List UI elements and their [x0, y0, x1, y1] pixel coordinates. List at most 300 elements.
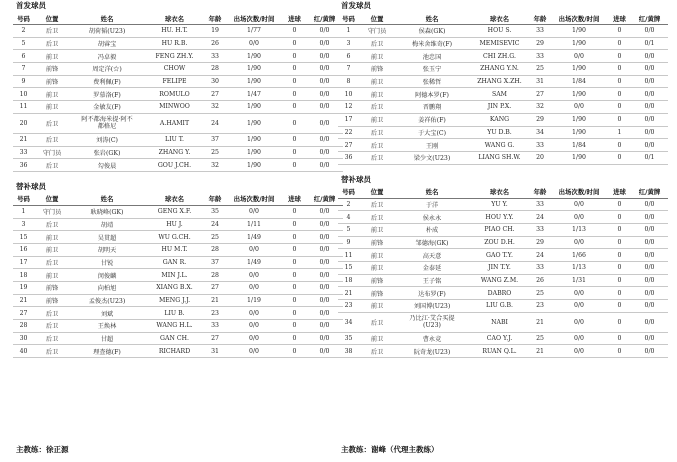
cell-apps-minutes: 1/47	[225, 88, 283, 101]
cell-age: 27	[205, 332, 225, 345]
cell-goals: 0	[608, 75, 631, 88]
cell-goals: 0	[283, 231, 306, 244]
cell-name: 梁少文(U23)	[395, 151, 469, 164]
cell-position: 后卫	[34, 133, 70, 146]
cell-shirt-name: WU G.CH.	[144, 231, 205, 244]
cell-goals: 0	[283, 63, 306, 76]
cell-position: 后卫	[34, 37, 70, 50]
header-cards: 红/黄牌	[631, 12, 668, 25]
cell-goals: 0	[283, 88, 306, 101]
team-a-coach: 主教练：徐正源	[16, 445, 69, 454]
cell-shirt-name: HU M.T.	[144, 243, 205, 256]
cell-number: 7	[338, 63, 359, 76]
cell-age: 37	[205, 133, 225, 146]
cell-goals: 0	[608, 211, 631, 224]
cell-name: 勾俊晨	[70, 159, 144, 172]
cell-cards: 0/0	[631, 312, 668, 332]
cell-cards: 0/0	[631, 249, 668, 262]
cell-goals: 0	[608, 332, 631, 345]
cell-goals: 0	[608, 50, 631, 63]
cell-position: 后卫	[34, 256, 70, 269]
cell-name: 甘锐	[70, 256, 144, 269]
cell-position: 前卫	[359, 113, 395, 126]
cell-goals: 0	[608, 101, 631, 114]
cell-name: 达布罗(F)	[395, 287, 469, 300]
header-shirt-name: 球衣名	[144, 193, 205, 206]
cell-name: 张玉宁	[395, 63, 469, 76]
cell-cards: 0/0	[631, 198, 668, 211]
cell-shirt-name: HOU Y.Y.	[469, 211, 530, 224]
header-name: 姓名	[395, 12, 469, 25]
table-row	[13, 332, 343, 345]
cell-position: 前卫	[359, 332, 395, 345]
cell-name: 于洋	[395, 198, 469, 211]
cell-position: 守门员	[359, 25, 395, 38]
cell-age: 33	[530, 25, 550, 38]
header-cards: 红/黄牌	[306, 12, 343, 25]
cell-apps-minutes: 1/90	[550, 126, 608, 139]
cell-goals: 0	[283, 218, 306, 231]
cell-shirt-name: WANG Z.M.	[469, 274, 530, 287]
table-row	[338, 151, 668, 164]
cell-goals: 0	[608, 262, 631, 275]
cell-goals: 0	[608, 63, 631, 76]
cell-cards: 0/0	[631, 236, 668, 249]
cell-name: 理查德(F)	[70, 345, 144, 358]
cell-shirt-name: HU J.	[144, 218, 205, 231]
cell-age: 21	[530, 312, 550, 332]
cell-shirt-name: ZHANG Y.N.	[469, 63, 530, 76]
cell-number: 18	[13, 269, 34, 282]
cell-age: 29	[530, 37, 550, 50]
cell-goals: 0	[608, 312, 631, 332]
cell-position: 前卫	[359, 50, 395, 63]
cell-goals: 0	[283, 307, 306, 320]
cell-age: 29	[530, 113, 550, 126]
cell-apps-minutes: 0/0	[225, 243, 283, 256]
cell-name: 胡荷韬(U23)	[70, 25, 144, 38]
cell-goals: 0	[283, 256, 306, 269]
cell-position: 前卫	[359, 223, 395, 236]
cell-cards: 0/0	[631, 25, 668, 38]
cell-cards: 0/0	[306, 282, 343, 295]
cell-shirt-name: ROMULO	[144, 88, 205, 101]
cell-goals: 0	[608, 345, 631, 358]
table-row	[13, 25, 343, 38]
cell-age: 21	[205, 294, 225, 307]
cell-goals: 0	[283, 243, 306, 256]
cell-age: 24	[530, 211, 550, 224]
cell-number: 17	[338, 113, 359, 126]
cell-name: 闵俊麟	[70, 269, 144, 282]
cell-apps-minutes: 1/90	[550, 151, 608, 164]
team-b-subs-table	[338, 186, 668, 359]
cell-name: 侯永永	[395, 211, 469, 224]
table-row	[338, 37, 668, 50]
cell-shirt-name: KANG	[469, 113, 530, 126]
cell-age: 25	[530, 63, 550, 76]
table-row	[338, 345, 668, 358]
cell-number: 20	[13, 113, 34, 133]
cell-number: 1	[338, 25, 359, 38]
cell-position: 后卫	[359, 101, 395, 114]
player-name: 乃比江·艾合买提(U23)	[409, 314, 455, 330]
cell-goals: 0	[283, 345, 306, 358]
table-row	[338, 332, 668, 345]
cell-number: 5	[13, 37, 34, 50]
cell-shirt-name: RUAN Q.L.	[469, 345, 530, 358]
cell-name: 侯森(GK)	[395, 25, 469, 38]
header-age: 年龄	[205, 12, 225, 25]
cell-age: 32	[530, 101, 550, 114]
cell-cards: 0/0	[306, 205, 343, 218]
cell-apps-minutes: 0/0	[550, 101, 608, 114]
cell-name: 姜祥佑(F)	[395, 113, 469, 126]
cell-name: 刘斌	[70, 307, 144, 320]
table-row	[338, 262, 668, 275]
cell-position: 后卫	[34, 159, 70, 172]
cell-cards: 0/0	[306, 146, 343, 159]
header-row	[13, 193, 343, 206]
table-row	[13, 294, 343, 307]
header-shirt-name: 球衣名	[469, 186, 530, 199]
cell-shirt-name: MINWOO	[144, 101, 205, 114]
cell-apps-minutes: 0/0	[225, 332, 283, 345]
cell-cards: 0/0	[306, 63, 343, 76]
cell-number: 35	[338, 332, 359, 345]
cell-apps-minutes: 1/90	[225, 133, 283, 146]
header-number: 号码	[338, 12, 359, 25]
cell-age: 32	[205, 101, 225, 114]
cell-position: 后卫	[359, 312, 395, 332]
cell-goals: 0	[608, 300, 631, 313]
cell-name: 梅米舍维奇(F)	[395, 37, 469, 50]
cell-apps-minutes: 0/0	[550, 332, 608, 345]
cell-shirt-name: LIANG SH.W.	[469, 151, 530, 164]
cell-name: 金敏友(F)	[70, 101, 144, 114]
cell-number: 6	[338, 50, 359, 63]
cell-number: 15	[13, 231, 34, 244]
cell-age: 28	[205, 269, 225, 282]
table-row	[338, 25, 668, 38]
cell-apps-minutes: 0/0	[225, 345, 283, 358]
cell-name: 曹永竞	[395, 332, 469, 345]
cell-cards: 0/0	[306, 75, 343, 88]
cell-apps-minutes: 1/11	[225, 218, 283, 231]
table-row	[338, 249, 668, 262]
cell-name: 胡睿宝	[70, 37, 144, 50]
cell-cards: 0/0	[631, 274, 668, 287]
cell-goals: 0	[283, 146, 306, 159]
cell-shirt-name: CHI ZH.G.	[469, 50, 530, 63]
cell-position: 后卫	[34, 320, 70, 333]
cell-age: 29	[530, 236, 550, 249]
cell-cards: 0/0	[631, 101, 668, 114]
cell-apps-minutes: 0/0	[225, 269, 283, 282]
cell-apps-minutes: 0/0	[550, 198, 608, 211]
cell-shirt-name: ZOU D.H.	[469, 236, 530, 249]
header-apps-minutes: 出场次数/时间	[225, 193, 283, 206]
table-row	[338, 287, 668, 300]
header-age: 年龄	[530, 186, 550, 199]
table-row	[13, 256, 343, 269]
cell-apps-minutes: 1/84	[550, 75, 608, 88]
cell-age: 23	[205, 307, 225, 320]
cell-age: 32	[205, 159, 225, 172]
header-row	[338, 186, 668, 199]
cell-shirt-name: RICHARD	[144, 345, 205, 358]
cell-goals: 0	[283, 50, 306, 63]
starters-title: 首发球员	[341, 1, 371, 10]
cell-name: 张岩(GK)	[70, 146, 144, 159]
table-row	[13, 37, 343, 50]
cell-position: 前卫	[359, 88, 395, 101]
table-row	[13, 282, 343, 295]
cell-number: 21	[338, 287, 359, 300]
cell-cards: 0/0	[631, 126, 668, 139]
subs-title: 替补球员	[16, 181, 46, 191]
cell-age: 31	[530, 75, 550, 88]
table-row	[13, 50, 343, 63]
cell-number: 11	[338, 249, 359, 262]
cell-name: 耿晓峰(GK)	[70, 205, 144, 218]
header-apps-minutes: 出场次数/时间	[225, 12, 283, 25]
cell-cards: 0/0	[306, 294, 343, 307]
table-row	[338, 198, 668, 211]
cell-goals: 0	[608, 139, 631, 152]
cell-name: 张稀哲	[395, 75, 469, 88]
cell-shirt-name: CHOW	[144, 63, 205, 76]
cell-age: 30	[205, 75, 225, 88]
header-name: 姓名	[395, 186, 469, 199]
cell-age: 27	[530, 88, 550, 101]
cell-position: 后卫	[359, 198, 395, 211]
cell-position: 前卫	[359, 75, 395, 88]
header-number: 号码	[338, 186, 359, 199]
cell-number: 17	[13, 256, 34, 269]
cell-name: 费利佩(F)	[70, 75, 144, 88]
cell-goals: 1	[608, 126, 631, 139]
cell-cards: 0/0	[631, 113, 668, 126]
cell-number: 27	[13, 307, 34, 320]
cell-shirt-name: LIU B.	[144, 307, 205, 320]
team-b-panel	[338, 0, 668, 358]
header-age: 年龄	[205, 193, 225, 206]
cell-position: 前卫	[34, 50, 70, 63]
cell-shirt-name: GENG X.F.	[144, 205, 205, 218]
cell-apps-minutes: 1/90	[225, 75, 283, 88]
cell-age: 33	[530, 223, 550, 236]
cell-shirt-name: YU Y.	[469, 198, 530, 211]
header-row	[13, 12, 343, 25]
cell-shirt-name: XIANG B.X.	[144, 282, 205, 295]
cell-number: 30	[13, 332, 34, 345]
cell-apps-minutes: 0/0	[550, 345, 608, 358]
cell-number: 7	[13, 63, 34, 76]
cell-name: 阿德本罗(F)	[395, 88, 469, 101]
cell-apps-minutes: 1/49	[225, 231, 283, 244]
cell-number: 22	[338, 126, 359, 139]
cell-apps-minutes: 0/0	[225, 205, 283, 218]
cell-cards: 0/0	[631, 287, 668, 300]
cell-age: 25	[530, 332, 550, 345]
cell-cards: 0/0	[631, 262, 668, 275]
header-name: 姓名	[70, 193, 144, 206]
cell-cards: 0/0	[306, 50, 343, 63]
header-number: 号码	[13, 193, 34, 206]
cell-cards: 0/0	[306, 37, 343, 50]
cell-cards: 0/0	[306, 101, 343, 114]
cell-shirt-name: MEMISEVIC	[469, 37, 530, 50]
cell-age: 28	[205, 63, 225, 76]
cell-apps-minutes: 1/90	[225, 63, 283, 76]
table-row	[13, 63, 343, 76]
cell-apps-minutes: 1/77	[225, 25, 283, 38]
cell-number: 5	[338, 223, 359, 236]
cell-number: 12	[338, 101, 359, 114]
cell-name: 向柏旭	[70, 282, 144, 295]
cell-number: 10	[338, 88, 359, 101]
cell-cards: 0/0	[306, 25, 343, 38]
cell-name: 刘涛(C)	[70, 133, 144, 146]
header-goals: 进球	[608, 186, 631, 199]
cell-position: 前卫	[34, 269, 70, 282]
team-b-starters-table	[338, 12, 668, 165]
table-row	[13, 269, 343, 282]
cell-shirt-name: FENG ZH.Y.	[144, 50, 205, 63]
cell-number: 9	[338, 236, 359, 249]
cell-goals: 0	[608, 198, 631, 211]
cell-apps-minutes: 1/90	[225, 50, 283, 63]
table-row	[13, 243, 343, 256]
cell-age: 26	[530, 274, 550, 287]
cell-cards: 0/0	[306, 256, 343, 269]
cell-name: 甘超	[70, 332, 144, 345]
cell-position: 守门员	[34, 205, 70, 218]
cell-number: 28	[13, 320, 34, 333]
cell-name: 胡靖	[70, 218, 144, 231]
cell-apps-minutes: 1/13	[550, 223, 608, 236]
cell-shirt-name: HU. H.T.	[144, 25, 205, 38]
player-name: 阿不都海米提·阿不都格尼	[81, 115, 133, 131]
header-apps-minutes: 出场次数/时间	[550, 186, 608, 199]
cell-age: 24	[205, 113, 225, 133]
cell-apps-minutes: 1/90	[550, 113, 608, 126]
cell-goals: 0	[283, 282, 306, 295]
cell-goals: 0	[283, 75, 306, 88]
header-name: 姓名	[70, 12, 144, 25]
cell-name: 王子铭	[395, 274, 469, 287]
cell-age: 24	[530, 249, 550, 262]
cell-name: 胡明天	[70, 243, 144, 256]
cell-position: 前卫	[359, 300, 395, 313]
table-row	[13, 133, 343, 146]
table-row	[338, 50, 668, 63]
table-row	[338, 88, 668, 101]
table-row	[13, 75, 343, 88]
team-a-subs-table	[13, 193, 343, 358]
cell-cards: 0/0	[631, 139, 668, 152]
table-row	[13, 231, 343, 244]
cell-number: 11	[13, 101, 34, 114]
cell-position: 后卫	[359, 126, 395, 139]
table-row	[338, 211, 668, 224]
cell-shirt-name: WANG G.	[469, 139, 530, 152]
table-row	[13, 218, 343, 231]
cell-number: 1	[13, 205, 34, 218]
cell-cards: 0/0	[306, 231, 343, 244]
cell-goals: 0	[608, 151, 631, 164]
cell-name	[70, 113, 144, 133]
cell-position: 前卫	[359, 262, 395, 275]
table-row	[13, 320, 343, 333]
cell-name: 阮奇龙(U23)	[395, 345, 469, 358]
cell-age: 20	[530, 151, 550, 164]
cell-position: 前锋	[34, 75, 70, 88]
cell-shirt-name: HOU S.	[469, 25, 530, 38]
cell-cards: 0/0	[631, 332, 668, 345]
cell-shirt-name: ZHANG Y.	[144, 146, 205, 159]
header-shirt-name: 球衣名	[144, 12, 205, 25]
header-number: 号码	[13, 12, 34, 25]
cell-name: 罗慕洛(F)	[70, 88, 144, 101]
cell-age: 26	[205, 37, 225, 50]
cell-number: 2	[13, 25, 34, 38]
cell-apps-minutes: 1/49	[225, 256, 283, 269]
table-row	[13, 88, 343, 101]
cell-number: 4	[338, 211, 359, 224]
cell-age: 37	[205, 256, 225, 269]
cell-name: 高天意	[395, 249, 469, 262]
cell-name: 金泰延	[395, 262, 469, 275]
cell-number: 40	[13, 345, 34, 358]
table-row	[13, 307, 343, 320]
cell-name: 朴成	[395, 223, 469, 236]
cell-name: 王焕林	[70, 320, 144, 333]
cell-goals: 0	[283, 294, 306, 307]
cell-position: 前锋	[34, 63, 70, 76]
cell-age: 33	[205, 50, 225, 63]
team-a-starters-table	[13, 12, 343, 172]
table-row	[13, 205, 343, 218]
cell-apps-minutes: 1/90	[225, 159, 283, 172]
cell-position: 前锋	[359, 287, 395, 300]
cell-cards: 0/1	[631, 37, 668, 50]
cell-goals: 0	[283, 205, 306, 218]
cell-number: 33	[13, 146, 34, 159]
cell-number: 10	[13, 88, 34, 101]
cell-cards: 0/0	[306, 269, 343, 282]
table-row	[13, 159, 343, 172]
cell-cards: 0/0	[631, 63, 668, 76]
cell-name: 于大宝(C)	[395, 126, 469, 139]
table-row	[338, 236, 668, 249]
cell-apps-minutes: 0/0	[550, 236, 608, 249]
header-apps-minutes: 出场次数/时间	[550, 12, 608, 25]
cell-name: 周定洋(☆)	[70, 63, 144, 76]
cell-shirt-name: HU R.B.	[144, 37, 205, 50]
header-cards: 红/黄牌	[306, 193, 343, 206]
table-row	[338, 312, 668, 332]
cell-cards: 0/1	[631, 151, 668, 164]
cell-apps-minutes: 0/0	[550, 50, 608, 63]
table-row	[13, 113, 343, 133]
cell-shirt-name: GOU J.CH.	[144, 159, 205, 172]
cell-apps-minutes: 1/90	[225, 101, 283, 114]
cell-cards: 0/0	[631, 211, 668, 224]
table-row	[338, 139, 668, 152]
cell-apps-minutes: 1/66	[550, 249, 608, 262]
